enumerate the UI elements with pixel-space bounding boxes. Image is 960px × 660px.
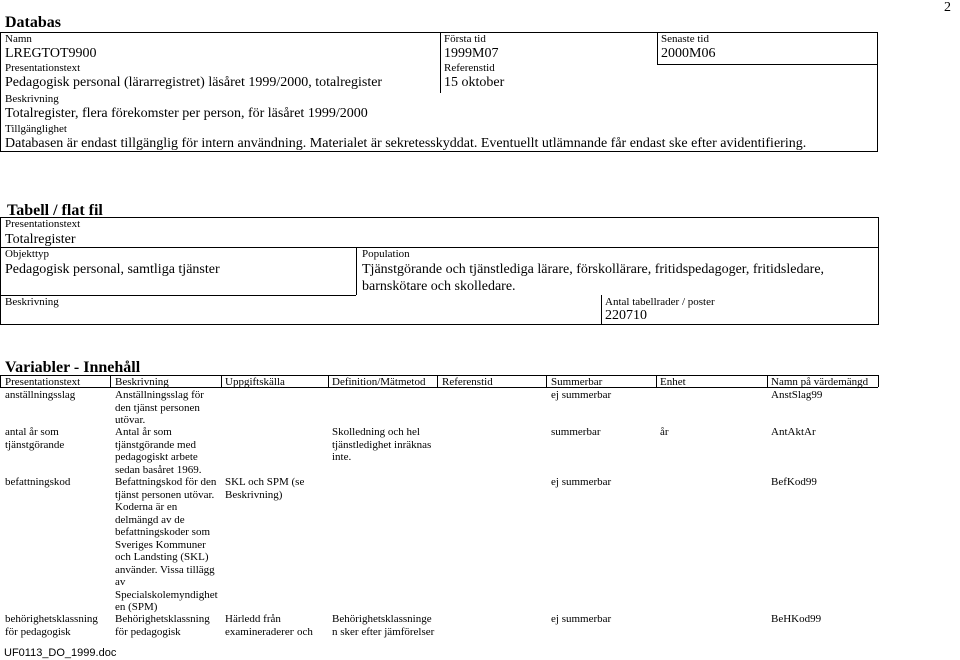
referenstid-label: Referenstid	[444, 62, 495, 74]
table-row-2-summerbar: summerbar	[551, 426, 601, 438]
col-sep-2	[221, 375, 222, 387]
presentationstext-label: Presentationstext	[5, 62, 81, 74]
variabler-heading: Variabler - Innehåll	[5, 359, 141, 376]
databas-divider-1	[440, 32, 441, 93]
col-sep-4	[437, 375, 438, 387]
tabell-beskrivning-label: Beskrivning	[5, 296, 59, 308]
forsta-tid-label: Första tid	[444, 33, 486, 45]
tabell-divider-4	[601, 295, 602, 325]
beskrivning-value: Totalregister, flera förekomster per person, för läsåret 1999/2000	[5, 106, 368, 121]
tabell-divider-2	[356, 247, 357, 295]
col-sep-5	[546, 375, 547, 387]
table-row-2-beskrivning: Antal år som tjänstgörande med pedagogiskt arbete sedan basåret 1969.	[115, 426, 202, 476]
antal-value: 220710	[605, 308, 647, 323]
tabell-divider-1	[0, 247, 879, 248]
table-row-2-enhet: år	[660, 426, 669, 438]
table-row-4-uppgiftskalla: Härledd från examineraderег och	[225, 613, 313, 638]
col-sep-1	[110, 375, 111, 387]
objekttyp-value: Pedagogisk personal, samtliga tjänster	[5, 262, 220, 277]
table-row-1-beskrivning: Anställningsslag för den tjänst personen utövar.	[115, 389, 204, 426]
column-header-presentationstext: Presentationstext	[5, 376, 81, 388]
presentationstext-value: Pedagogisk personal (lärarregistret) läsåret 1999/2000, totalregister	[5, 75, 383, 90]
population-line-2: barnskötare och skolledare.	[362, 279, 516, 294]
namn-value: LREGTOT9900	[5, 46, 97, 61]
population-label: Population	[362, 248, 410, 260]
table-row-2-namn: AntAktAr	[771, 426, 816, 438]
table-row-4-beskrivning: Behörighetsklassning för pedagogisk	[115, 613, 210, 638]
table-row-3-uppgiftskalla: SKL och SPM (se Beskrivning)	[225, 476, 305, 501]
table-row-3-beskrivning: Befattningskod för den tjänst personen utövar. Koderna är en delmängd av de befattningskoder som Sveriges Kommuner och Landsting (SKL) använder. Vissa tillägg av Specialskolemyndighet en (SPM)	[115, 476, 218, 613]
antal-label: Antal tabellrader / poster	[605, 296, 715, 308]
table-row-1-namn: AnstSlag99	[771, 389, 823, 401]
objekttyp-label: Objekttyp	[5, 248, 49, 260]
tillganglighet-value: Databasen är endast tillgänglig för intern användning. Materialet är sekretesskyddat. Eventuellt utlämnande får endast ske efter avidentifiering.	[5, 136, 807, 151]
table-row-3-presentationstext: befattningskod	[5, 476, 71, 488]
column-header-beskrivning: Beskrivning	[115, 376, 169, 388]
col-sep-3	[328, 375, 329, 387]
col-sep-8	[878, 375, 879, 387]
referenstid-value: 15 oktober	[444, 75, 505, 90]
tabell-presentationstext-value: Totalregister	[5, 232, 76, 247]
table-row-4-summerbar: ej summerbar	[551, 613, 612, 625]
senaste-tid-value: 2000M06	[661, 46, 716, 61]
namn-label: Namn	[5, 33, 32, 45]
tillganglighet-label: Tillgänglighet	[5, 123, 67, 135]
column-header-enhet: Enhet	[660, 376, 686, 388]
forsta-tid-value: 1999M07	[444, 46, 499, 61]
tabell-heading: Tabell / flat fil	[7, 202, 103, 219]
table-row-3-summerbar: ej summerbar	[551, 476, 612, 488]
table-row-1-presentationstext: anställningsslag	[5, 389, 76, 401]
beskrivning-label: Beskrivning	[5, 93, 59, 105]
table-row-2-definition: Skolledning och hel tjänstledighet inräknas inte.	[332, 426, 432, 463]
senaste-tid-label: Senaste tid	[661, 33, 709, 45]
col-sep-0	[0, 375, 1, 387]
column-header-namn-pa-vardemangd: Namn på värdemängd	[771, 376, 869, 388]
databas-box	[0, 32, 878, 152]
col-sep-7	[767, 375, 768, 387]
table-row-3-namn: BefKod99	[771, 476, 817, 488]
table-row-1-summerbar: ej summerbar	[551, 389, 612, 401]
footer-filename: UF0113_DO_1999.doc	[4, 647, 117, 659]
table-row-2-presentationstext: antal år som tjänstgörande	[5, 426, 65, 451]
tabell-presentationstext-label: Presentationstext	[5, 218, 81, 230]
column-header-summerbar: Summerbar	[551, 376, 603, 388]
page-number: 2	[944, 0, 951, 15]
column-header-definition: Definition/Mätmetod	[332, 376, 426, 388]
databas-divider-3	[657, 64, 878, 65]
table-row-4-namn: BeHKod99	[771, 613, 822, 625]
table-row-4-presentationstext: behörighetsklassning för pedagogisk	[5, 613, 98, 638]
column-header-uppgiftskalla: Uppgiftskälla	[225, 376, 285, 388]
population-line-1: Tjänstgörande och tjänstlediga lärare, förskollärare, fritidspedagoger, fritidsledare,	[362, 262, 825, 277]
column-header-referenstid: Referenstid	[442, 376, 493, 388]
col-sep-6	[656, 375, 657, 387]
databas-heading: Databas	[5, 14, 62, 31]
table-row-4-definition: Behörighetsklassninge n sker efter jämförelser	[332, 613, 435, 638]
databas-divider-2	[657, 32, 658, 64]
